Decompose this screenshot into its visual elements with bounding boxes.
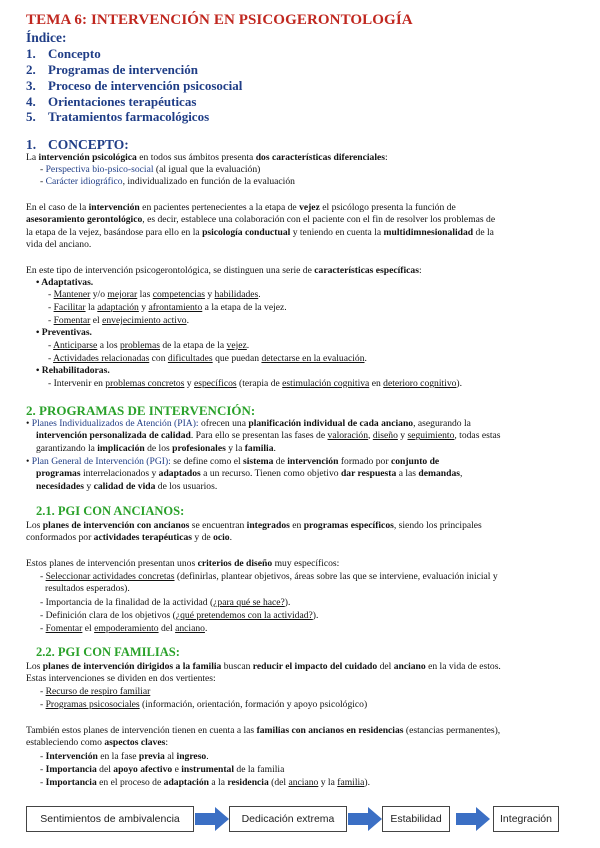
paragraph: También estos planes de intervención tienen en cuenta a las familias con ancianos en residencias (estancias permanentes), estableciendo como aspectos claves: (26, 725, 501, 749)
list-item: • Adaptativas. (36, 277, 94, 288)
list-item: • Plan General de Intervención (PGI): se define como el sistema de intervención formado por conjunto de programas interrelacionados y adaptados a un recurso. Tienen como objetivo dar respuesta a las demandas, necesidades y calidad de vida de los usuarios. (26, 456, 463, 492)
paragraph: Estos planes de intervención presentan unos criterios de diseño muy específicos: (26, 558, 340, 569)
flow-arrow-shape (195, 807, 229, 831)
index-item: 4. Orientaciones terapéuticas (26, 94, 197, 109)
section-1-heading: 1. CONCEPTO: (26, 137, 129, 152)
index-item: 3. Proceso de intervención psicosocial (26, 78, 243, 93)
section-2-heading: 2. PROGRAMAS DE INTERVENCIÓN: (26, 403, 256, 418)
list-item: - Recurso de respiro familiar (40, 686, 151, 697)
flow-step-estabilidad: Estabilidad (382, 806, 450, 832)
flow-arrow-icon (456, 807, 490, 831)
flow-arrow-icon (348, 807, 382, 831)
list-item: - Importancia del apoyo afectivo e instrumental de la familia (40, 764, 285, 775)
paragraph: Los planes de intervención dirigidos a la familia buscan reducir el impacto del cuidado del anciano en la vida de estos. Estas intervenciones se dividen en dos vertientes: (26, 661, 501, 685)
list-item: - Mantener y/o mejorar las competencias y habilidades. (48, 289, 261, 300)
flow-step-integracion: Integración (493, 806, 559, 832)
subsection-2-2-heading: 2.2. PGI CON FAMILIAS: (36, 645, 180, 659)
index-heading: Índice: (26, 30, 67, 45)
list-item: - Fomentar el empoderamiento del anciano. (40, 623, 208, 634)
paragraph: Los planes de intervención con ancianos se encuentran integrados en programas específicos, siendo los principales conformados por actividades terapéuticas y de ocio. (26, 520, 482, 544)
paragraph: La intervención psicológica en todos sus ámbitos presenta dos características diferenciales: (26, 152, 388, 163)
list-item: - Anticiparse a los problemas de la etapa de la vejez. (48, 340, 250, 351)
list-item: • Planes Individualizados de Atención (PIA): ofrecen una planificación individual de cada anciano, asegurando la intervención personalizada de calidad. Para ello se presentan las fases de valoración, diseño y seguimiento, todas estas garantizando la implicación de los profesionales y la familia. (26, 418, 501, 454)
index-item: 2. Programas de intervención (26, 62, 198, 77)
list-item: - Fomentar el envejecimiento activo. (48, 315, 189, 326)
flow-arrow-shape (456, 807, 490, 831)
index-item: 1. Concepto (26, 46, 101, 61)
list-item: - Intervención en la fase previa al ingreso. (40, 751, 209, 762)
list-item: - Definición clara de los objetivos (¿qué pretendemos con la actividad?). (40, 610, 319, 621)
subsection-2-1-heading: 2.1. PGI CON ANCIANOS: (36, 504, 185, 518)
paragraph: En el caso de la intervención en pacientes pertenecientes a la etapa de vejez el psicólogo presenta la función de asesoramiento gerontológico, es decir, establece una colaboración con el paciente con el fin de resolver los problemas de la etapa de la vejez, basándose para ello en la psicología conductual y teniendo en cuenta la multidimnesionalidad de la vida del anciano. (26, 202, 496, 251)
flow-arrow-icon (195, 807, 229, 831)
index-item: 5. Tratamientos farmacológicos (26, 109, 210, 124)
flow-step-ambivalencia: Sentimientos de ambivalencia (26, 806, 194, 832)
list-item: - Actividades relacionadas con dificultades que puedan detectarse en la evaluación. (48, 353, 367, 364)
list-item: - Carácter idiográfico, individualizado en función de la evaluación (40, 176, 295, 187)
flow-arrow-shape (348, 807, 382, 831)
list-item: • Preventivas. (36, 327, 92, 338)
list-item: - Perspectiva bio-psico-social (al igual que la evaluación) (40, 164, 261, 175)
list-item: - Programas psicosociales (información, orientación, formación y apoyo psicológico) (40, 699, 368, 710)
paragraph: En este tipo de intervención psicogerontológica, se distinguen una serie de características específicas: (26, 265, 422, 276)
list-item: - Importancia en el proceso de adaptación a la residencia (del anciano y la familia). (40, 777, 371, 788)
page-title: TEMA 6: INTERVENCIÓN EN PSICOGERONTOLOGÍA (26, 12, 413, 28)
list-item: - Facilitar la adaptación y afrontamiento a la etapa de la vejez. (48, 302, 287, 313)
list-item: - Seleccionar actividades concretas (definirlas, plantear objetivos, áreas sobre las que se interviene, evaluación inicial y resultados esperados). (40, 571, 498, 595)
list-item: • Rehabilitadoras. (36, 365, 110, 376)
list-item: - Importancia de la finalidad de la actividad (¿para qué se hace?). (40, 597, 291, 608)
list-item: - Intervenir en problemas concretos y específicos (terapia de estimulación cognitiva en deterioro cognitivo). (48, 378, 463, 389)
flow-step-dedicacion: Dedicación extrema (229, 806, 347, 832)
